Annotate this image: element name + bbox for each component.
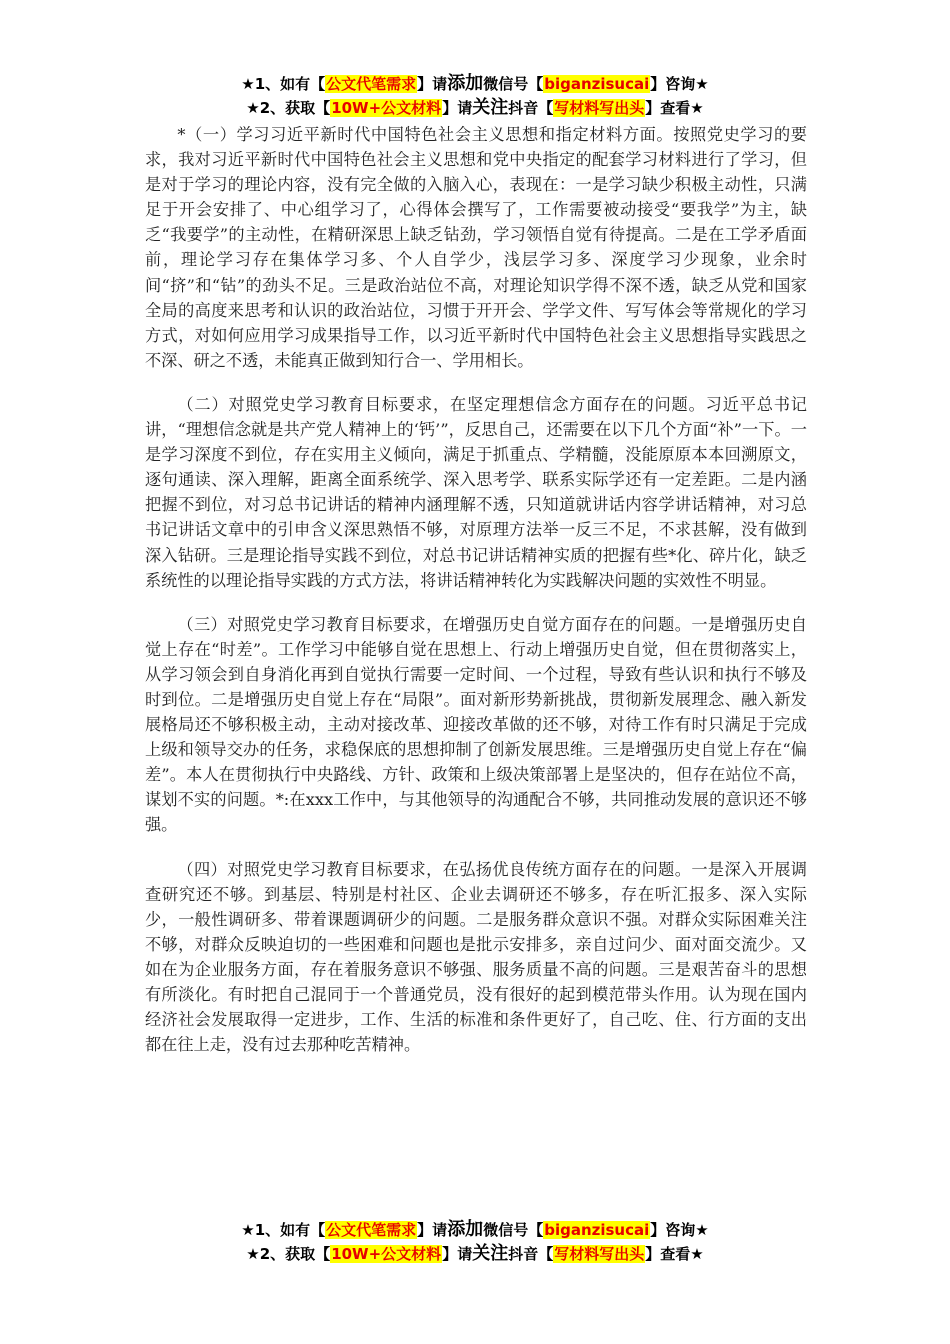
banner-text: 】咨询★ bbox=[650, 75, 709, 93]
highlight-materials: 10W+公文材料 bbox=[331, 1245, 442, 1263]
document-body bbox=[145, 122, 807, 1057]
banner-emphasis: 添加 bbox=[447, 1219, 484, 1240]
highlight-douyin-account: 写材料写出头 bbox=[554, 1245, 645, 1263]
banner-text: 】请 bbox=[417, 1221, 448, 1239]
banner-line-2 bbox=[0, 96, 950, 120]
highlight-wechat-id: biganzisucai bbox=[544, 75, 650, 93]
banner-text: 抖音【 bbox=[508, 99, 554, 117]
banner-line-2 bbox=[0, 1242, 950, 1266]
banner-text: 】咨询★ bbox=[650, 1221, 709, 1239]
highlight-service: 公文代笔需求 bbox=[326, 75, 417, 93]
footer-banner bbox=[0, 1218, 950, 1266]
banner-text: ★2、获取【 bbox=[246, 99, 331, 117]
banner-text: ★2、获取【 bbox=[246, 1245, 331, 1263]
banner-text: 】请 bbox=[442, 99, 473, 117]
banner-text: 微信号【 bbox=[483, 75, 544, 93]
banner-emphasis: 关注 bbox=[472, 1243, 509, 1264]
banner-text: 】查看★ bbox=[645, 99, 704, 117]
paragraph-2: （二）对照党史学习教育目标要求，在坚定理想信念方面存在的问题。习近平总书记讲，“理想信念就是共产党人精神上的‘钙’”，反思自己，还需要在以下几个方面“补”一下。一是学习深度不到位，存在实用主义倾向，满足于抓重点、学精髓，没能原原本本回溯原文，逐句通读、深入理解，距离全面系统学、深入思考学、联系实际学还有一定差距。二是内涵把握不到位，对习总书记讲话的精神内涵理解不透，只知道就讲话内容学讲话精神，对习总书记讲话文章中的引申含义深思熟悟不够，对原理方法举一反三不足，不求甚解，没有做到深入钻研。三是理论指导实践不到位，对总书记讲话精神实质的把握有些*化、碎片化，缺乏系统性的以理论指导实践的方式方法，将讲话精神转化为实践解决问题的实效性不明显。 bbox=[145, 394, 807, 590]
paragraph-1: *（一）学习习近平新时代中国特色社会主义思想和指定材料方面。按照党史学习的要求，我对习近平新时代中国特色社会主义思想和党中央指定的配套学习材料进行了学习，但是对于学习的理论内容，没有完全做的入脑入心，表现在：一是学习缺少积极主动性，只满足于开会安排了、中心组学习了，心得体会撰写了，工作需要被动接受“要我学”为主，缺乏“我要学”的主动性，在精研深思上缺乏钻劲，学习领悟自觉有待提高。二是在工学矛盾面前，理论学习存在集体学习多、个人自学少，浅层学习多、深度学习少现象，业余时间“挤”和“钻”的劲头不足。三是政治站位不高，对理论知识学得不深不透，缺乏从党和国家全局的高度来思考和认识的政治站位，习惯于开开会、学学文件、写写体会等常规化的学习方式，对如何应用学习成果指导工作，以习近平新时代中国特色社会主义思想指导实践思之不深、研之不透，未能真正做到知行合一、学用相长。 bbox=[145, 125, 807, 370]
banner-text: 】请 bbox=[417, 75, 448, 93]
banner-text: ★1、如有【 bbox=[241, 75, 326, 93]
banner-emphasis: 添加 bbox=[447, 73, 484, 94]
banner-text: 抖音【 bbox=[508, 1245, 554, 1263]
banner-text: ★1、如有【 bbox=[241, 1221, 326, 1239]
banner-text: 微信号【 bbox=[483, 1221, 544, 1239]
highlight-materials: 10W+公文材料 bbox=[331, 99, 442, 117]
banner-emphasis: 关注 bbox=[472, 97, 509, 118]
banner-line-1 bbox=[0, 1218, 950, 1242]
highlight-wechat-id: biganzisucai bbox=[544, 1221, 650, 1239]
paragraph-4: （四）对照党史学习教育目标要求，在弘扬优良传统方面存在的问题。一是深入开展调查研究还不够。到基层、特别是村社区、企业去调研还不够多，存在听汇报多、深入实际少，一般性调研多、带着课题调研少的问题。二是服务群众意识不强。对群众实际困难关注不够，对群众反映迫切的一些困难和问题也是批示安排多，亲自过问少、面对面交流少。又如在为企业服务方面，存在着服务意识不够强、服务质量不高的问题。三是艰苦奋斗的思想有所淡化。有时把自己混同于一个普通党员，没有很好的起到模范带头作用。认为现在国内经济社会发展取得一定进步，工作、生活的标准和条件更好了，自己吃、住、行方面的支出都在往上走，没有过去那种吃苦精神。 bbox=[145, 859, 807, 1055]
paragraph-3: （三）对照党史学习教育目标要求，在增强历史自觉方面存在的问题。一是增强历史自觉上存在“时差”。工作学习中能够自觉在思想上、行动上增强历史自觉，但在贯彻落实上，从学习领会到自身消化再到自觉执行需要一定时间、一个过程，导致有些认识和执行不够及时到位。二是增强历史自觉上存在“局限”。面对新形势新挑战，贯彻新发展理念、融入新发展格局还不够积极主动，主动对接改革、迎接改革做的还不够，对待工作有时只满足于完成上级和领导交办的任务，求稳保底的思想抑制了创新发展思维。三是增强历史自觉上存在“偏差”。本人在贯彻执行中央路线、方针、政策和上级决策部署上是坚决的，但存在站位不高，谋划不实的问题。*:在xxx工作中，与其他领导的沟通配合不够，共同推动发展的意识还不够强。 bbox=[145, 614, 807, 835]
banner-text: 】查看★ bbox=[645, 1245, 704, 1263]
highlight-service: 公文代笔需求 bbox=[326, 1221, 417, 1239]
highlight-douyin-account: 写材料写出头 bbox=[554, 99, 645, 117]
banner-line-1 bbox=[0, 72, 950, 96]
banner-text: 】请 bbox=[442, 1245, 473, 1263]
header-banner bbox=[0, 72, 950, 120]
